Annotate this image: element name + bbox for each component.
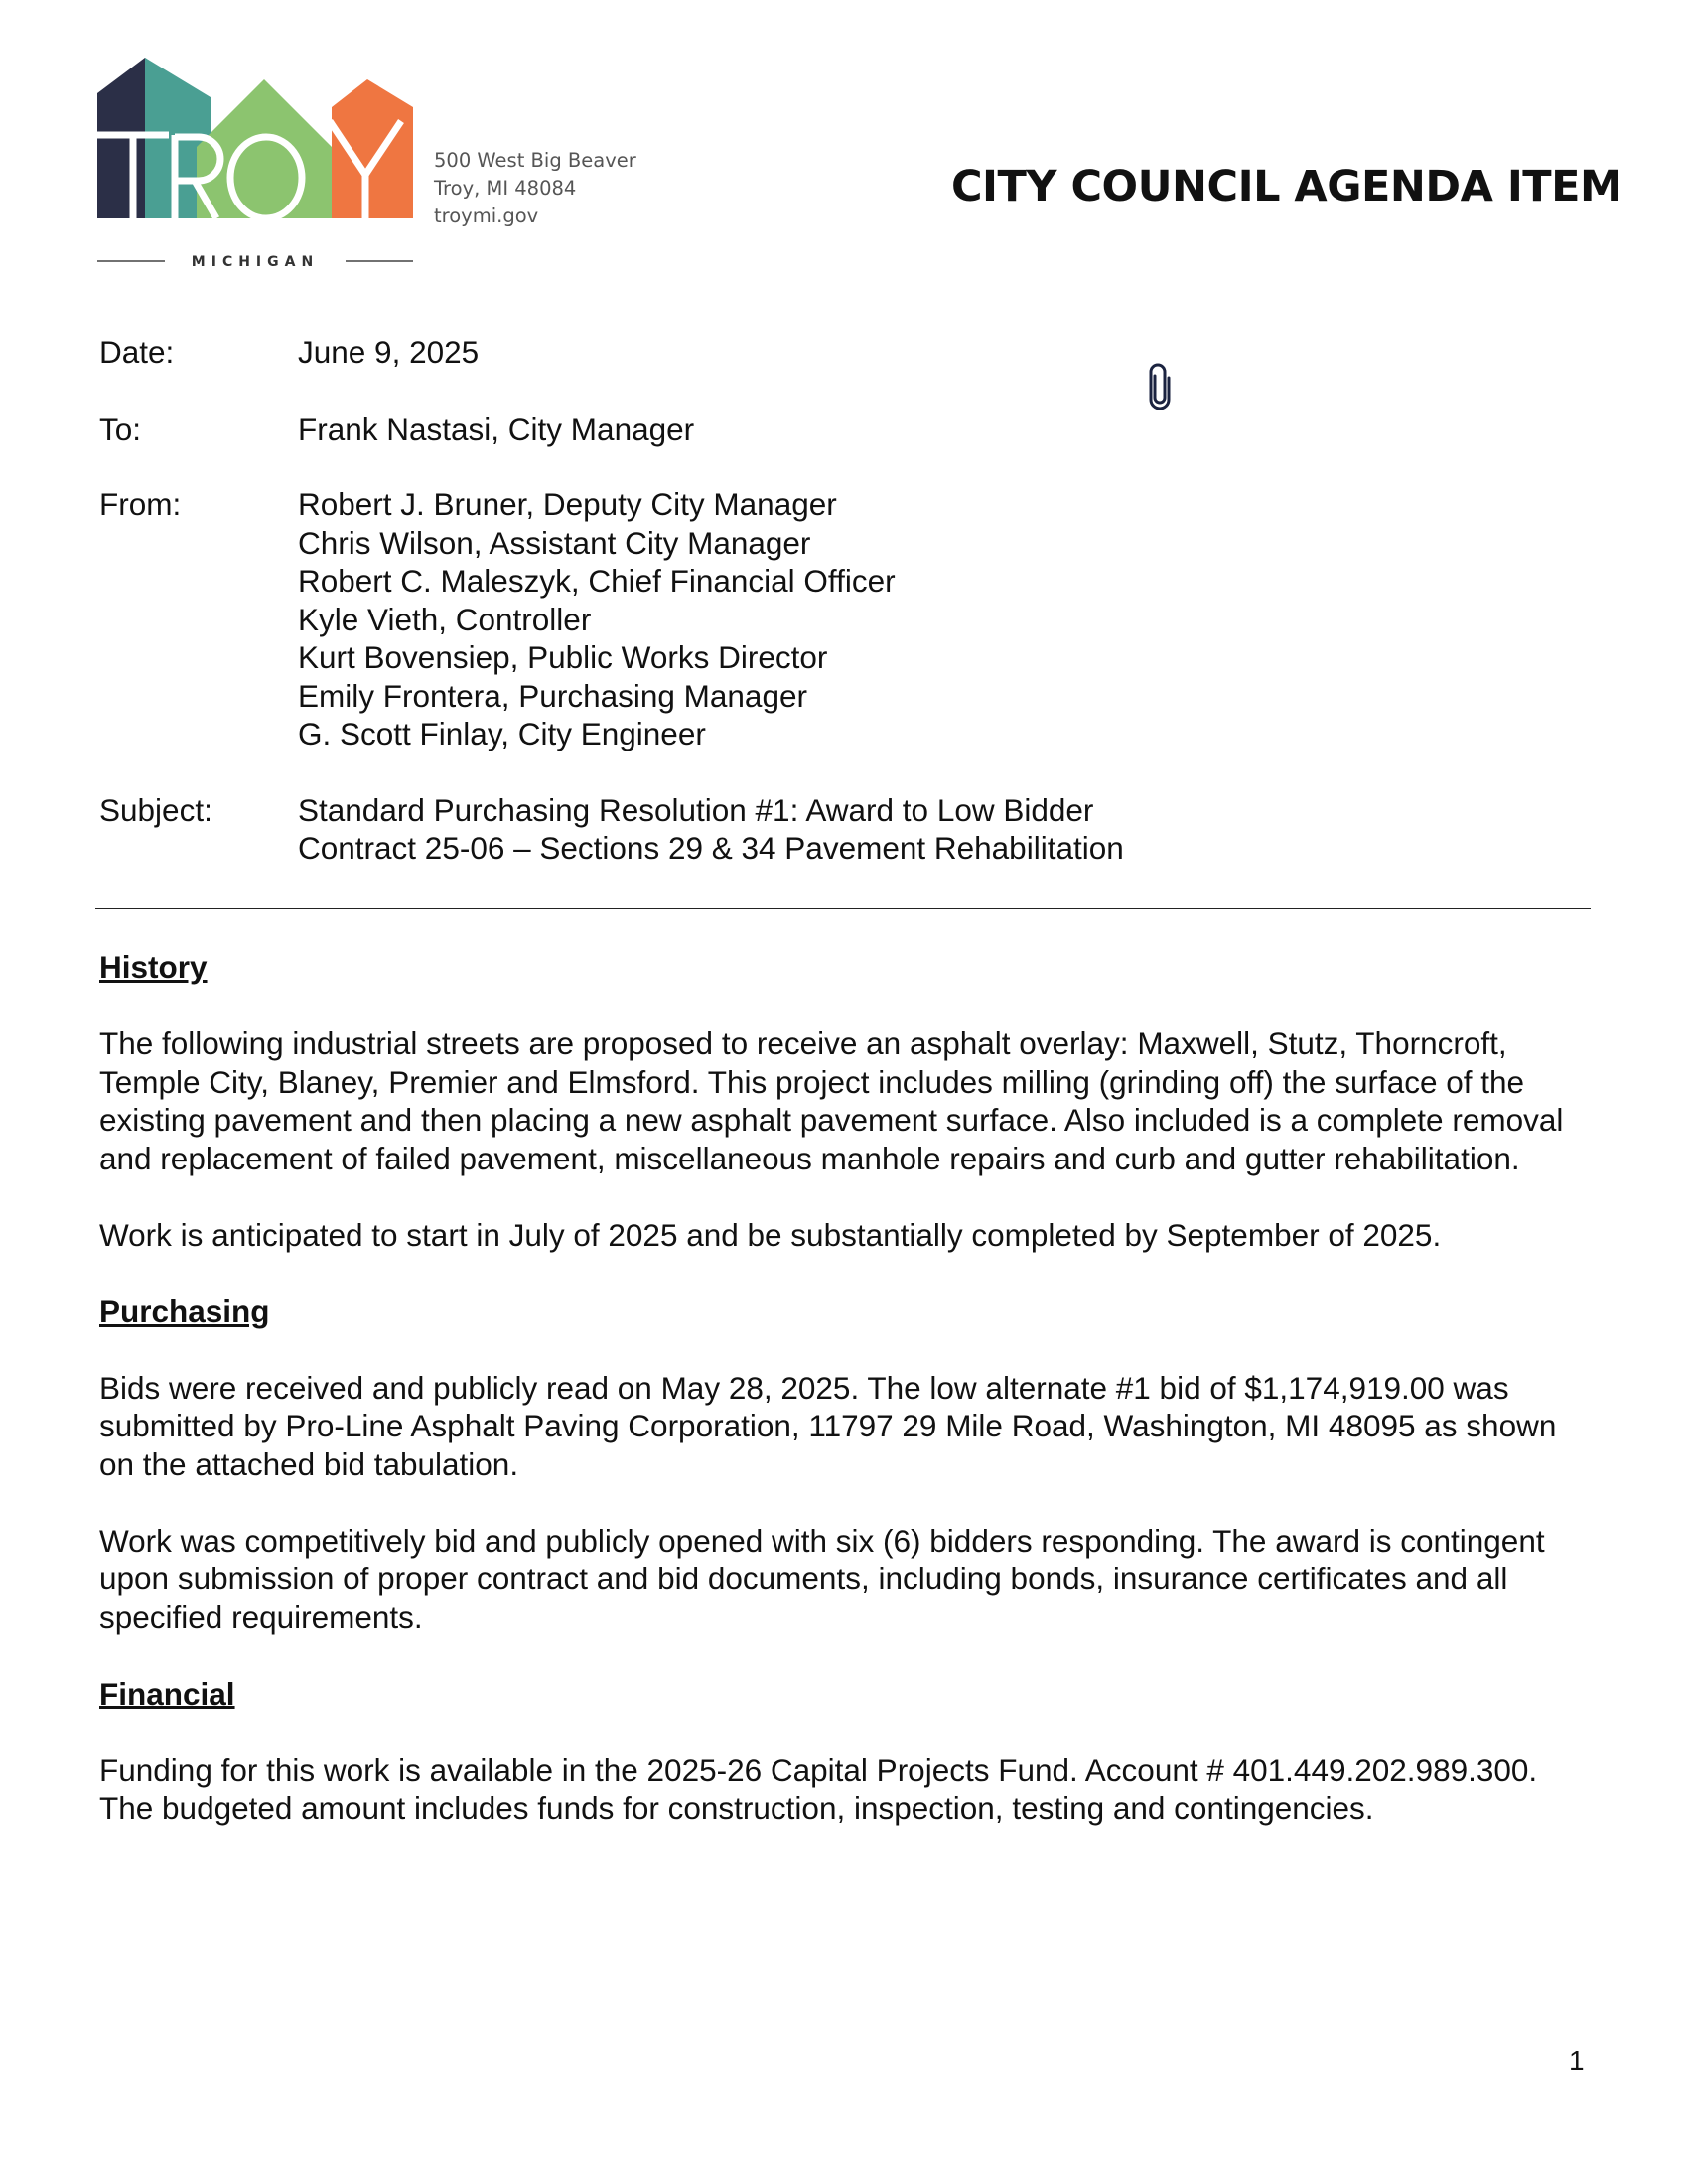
page-number: 1 [1569,2045,1585,2076]
address-line-2: Troy, MI 48084 [434,177,577,200]
from-item: Robert C. Maleszyk, Chief Financial Officer [298,563,896,599]
from-item: Chris Wilson, Assistant City Manager [298,524,811,561]
to-label: To: [99,410,142,447]
history-heading: History [99,949,208,985]
from-item: Kurt Bovensiep, Public Works Director [298,639,828,675]
purchasing-paragraph: Work was competitively bid and publicly opened with six (6) bidders responding. The award is contingent upon submission of proper contract and bid documents, including bonds, insurance certificates and all specified requirements. [99,1522,1545,1635]
from-item: Kyle Vieth, Controller [298,601,592,637]
history-paragraph: Work is anticipated to start in July of 2025 and be substantially completed by September of 2025. [99,1216,1442,1253]
to-value: Frank Nastasi, City Manager [298,410,695,447]
website-text: troymi.gov [434,205,539,227]
logo-subtext: MICHIGAN [191,254,320,268]
subject-label: Subject: [99,791,212,828]
from-item: G. Scott Finlay, City Engineer [298,716,706,751]
date-value: June 9, 2025 [298,335,480,370]
from-item: Emily Frontera, Purchasing Manager [298,677,807,714]
document-title: CITY COUNCIL AGENDA ITEM [951,162,1622,211]
city-address [434,147,636,230]
date-label: Date: [99,335,175,370]
financial-paragraph: Funding for this work is available in the 2025-26 Capital Projects Fund. Account # 401.449.202.989.300. The budgeted amount includes funds for construction, inspection, testing and contingencies. [99,1751,1538,1826]
address-line-1: 500 West Big Beaver [434,149,636,172]
from-item: Robert J. Bruner, Deputy City Manager [298,486,837,522]
purchasing-heading: Purchasing [99,1293,270,1329]
subject-line: Standard Purchasing Resolution #1: Award to Low Bidder [298,791,1094,828]
purchasing-paragraph: Bids were received and publicly read on May 28, 2025. The low alternate #1 bid of $1,174,919.00 was submitted by Pro-Line Asphalt Paving Corporation, 11797 29 Mile Road, Washington, MI 48095 as shown on the attached bid tabulation. [99,1369,1557,1482]
paperclip-icon[interactable] [1147,362,1171,410]
from-row [99,485,1124,753]
memo-header [99,334,1124,905]
history-paragraph: The following industrial streets are proposed to receive an asphalt overlay: Maxwell, Stutz, Thorncroft, Temple City, Blaney, Premier and Elmsford. This project includes milling (grinding off) the surface of the existing pavement and then placing a new asphalt pavement surface. Also included is a complete removal and replacement of failed pavement, miscellaneous manhole repairs and curb and gutter rehabilitation. [99,1025,1564,1176]
from-list [298,485,896,753]
header-divider [95,908,1591,909]
subject-row [99,791,1124,868]
document-body [99,948,1599,1865]
subject-line: Contract 25-06 – Sections 29 & 34 Pavement Rehabilitation [298,830,1124,866]
from-label: From: [99,486,182,522]
to-row [99,410,1124,449]
date-row [99,334,1124,372]
troy-logo [97,58,413,268]
financial-heading: Financial [99,1675,235,1711]
subject-value [298,791,1124,868]
